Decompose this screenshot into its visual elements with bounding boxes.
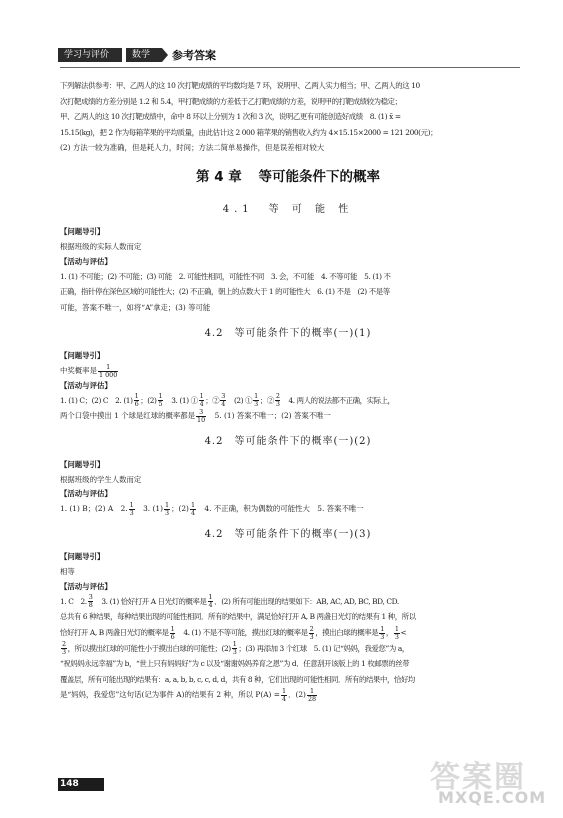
guide-label: 【问题导引】	[60, 227, 105, 237]
chapter-number: 第 4 章	[196, 168, 242, 185]
header-divider	[60, 67, 520, 68]
fraction: $\frac{3}{10}$	[197, 407, 206, 424]
page-header	[58, 44, 528, 66]
intro-line: 次打靶成绩的方差分别是 1.2 和 5.4，甲打靶成绩的方差低于乙打靶成绩的方差，说明甲的打靶成绩较为稳定；	[60, 96, 402, 106]
guide-label: 【问题导引】	[60, 351, 105, 361]
fraction: $\frac{3}{4}$	[221, 392, 225, 409]
answer-line: 1. (1) C；(2) C 2. (1) $\frac{1}{6}$ ；(2) $\frac{1}{5}$ 3. (1) ① $\frac{1}{4}$ ；② $\frac{3}{4}$ (2) ① $\frac{1}{3}$ ；② $\frac{2}{3}$ 4. 两人的说法都不正确，实际上，	[60, 392, 395, 409]
fraction: $\frac{1}{6}$	[170, 624, 175, 641]
fraction: $\frac{2}{3}$	[62, 640, 66, 657]
answer-line: 两个口袋中摸出 1 个球是红球的概率都是 $\frac{3}{10}$ 5. (1) 答案不唯一；(2) 答案不唯一	[60, 407, 331, 424]
eval-label: 【活动与评估】	[60, 489, 112, 499]
eval-label: 【活动与评估】	[60, 581, 112, 591]
answer-line: 恰好打开 A, B 两盏日光灯的概率是 $\frac{1}{6}$ 4. (1) 不是不等可能，摸出红球的概率是 $\frac{2}{3}$ ，摸出白球的概率是 $\frac{1}{3}$ ， $\frac{1}{3}$ <	[60, 624, 407, 641]
answer-line: $\frac{2}{3}$ ，所以摸出红球的可能性小于摸出白球的可能性；(2) $\frac{1}{3}$ ；(3) 再添加 3 个红球 5. (1) 记“妈妈，我爱您”为 a，	[62, 640, 409, 657]
answer-line: 1. (1) 不可能；(2) 不可能；(3) 可能 2. 可能性相同，可能性不同 3. 会，不可能 4. 不等可能 5. (1) 不	[60, 271, 391, 281]
fraction: $\frac{1}{4}$	[199, 392, 204, 409]
answer-line: 1. C 2. $\frac{3}{8}$ 3. (1) 恰好打开 A 日光灯的概率是 $\frac{1}{4}$ ．(2) 所有可能出现的结果如下：AB, AC, AD, BC, BD, CD.	[60, 593, 399, 610]
answer-line: “祝妈妈永远幸福”为 b，“世上只有妈妈好”为 c 以及“谢谢妈妈养育之恩”为 d．任意刮开该版上的 1 枚邮票的丝带	[60, 659, 410, 669]
guide-text: 相等	[60, 567, 75, 577]
fraction: $\frac{3}{8}$	[88, 593, 93, 610]
series-tag: 学习与评价	[58, 48, 122, 62]
guide-text: 根据班级的学生人数而定	[60, 474, 142, 484]
intro-line: 甲、乙两人的这 10 次打靶成绩中，命中 8 环以上分别为 1 次和 3 次，说明乙更有可能创造好成绩 8. (1) x̄ =	[60, 112, 401, 122]
watermark-logo: 答案圈	[430, 760, 526, 795]
header-arrow-icon	[162, 48, 168, 62]
fraction: $\frac{1}{6}$	[134, 392, 139, 409]
fraction: $\frac{1}{3}$	[232, 640, 237, 657]
fraction: $\frac{2}{3}$	[309, 624, 314, 641]
section-title: 4.2 等可能条件下的概率(一)(1)	[204, 327, 372, 339]
answer-line: 总共有 6 种结果，每种结果出现的可能性相同．所有的结果中，满足恰好打开 A, B 两盏日光灯的结果有 1 种，所以	[60, 612, 416, 622]
page-number: 148	[60, 779, 79, 789]
fraction: $\frac{1}{3}$	[254, 392, 258, 409]
section-title: 4.1 等 可 能 性	[222, 203, 354, 215]
answer-line: 是“妈妈，我爱您”这句话(记为事件 A)的结果有 2 种，所以 P(A) = $\frac{1}{4}$ ．(2) $\frac{1}{28}$	[60, 686, 317, 703]
fraction: $\frac{1}{3}$	[394, 624, 399, 641]
section-title: 4.2 等可能条件下的概率(一)(3)	[204, 528, 372, 540]
fraction: $\frac{1}{5}$	[158, 392, 163, 409]
answer-line: 覆盖层，所有可能出现的结果有：a, a, b, b, c, c, d, d，共有 8 种，它们出现的可能性相同．所有的结果中，恰好均	[60, 674, 415, 684]
eval-label: 【活动与评估】	[60, 380, 112, 390]
answer-content	[60, 78, 516, 703]
chapter-title: 等可能条件下的概率	[258, 168, 380, 185]
guide-label: 【问题导引】	[60, 552, 105, 562]
chapter-heading	[60, 170, 516, 186]
fraction: $\frac{1}{3}$	[164, 500, 170, 517]
intro-line: 下列解法供参考：甲、乙两人的这 10 次打靶成绩的平均数均是 7 环，说明甲、乙两人实力相当；甲、乙两人的这 10	[60, 81, 420, 90]
section-title: 4.2 等可能条件下的概率(一)(2)	[204, 435, 372, 447]
subject-tag: 数学	[126, 48, 162, 62]
page-number-box	[58, 778, 104, 791]
guide-text: 中奖概率是 $\frac{1}{1 000}$	[60, 362, 118, 379]
intro-line: (2) 方法一较为准确，但是耗人力，时间；方法二简单易操作，但是误差相对较大	[60, 143, 325, 153]
watermark-url: MXQE.COM	[438, 788, 547, 807]
fraction: $\frac{1}{4}$	[208, 593, 213, 610]
intro-line: 15.15(kg)，把 2 作为每箱苹果的平均质量，由此估计这 2 000 箱苹果的销售收入约为 4×15.15×2000 = 121 200(元)；	[60, 127, 438, 137]
fraction: $\frac{1}{4}$	[190, 500, 196, 517]
fraction: $\frac{1}{28}$	[307, 686, 317, 703]
eval-label: 【活动与评估】	[60, 256, 112, 266]
fraction: $\frac{1}{3}$	[129, 500, 134, 517]
answer-line: 1. (1) B；(2) A 2. $\frac{1}{3}$ 3. (1) $\frac{1}{3}$ ；(2) $\frac{1}{4}$ 4. 不正确，积为偶数的可能性大 5. 答案不唯一	[60, 500, 364, 517]
answer-line: 正确，指针停在深色区域的可能性大；(2) 不正确，朝上的点数大于 1 的可能性大 6. (1) 不是 (2) 不是等	[60, 287, 390, 297]
header-title: 参考答案	[172, 49, 216, 62]
fraction: $\frac{1}{1 000}$	[98, 362, 118, 379]
guide-label: 【问题导引】	[60, 459, 105, 469]
fraction: $\frac{1}{4}$	[281, 686, 287, 703]
fraction: $\frac{1}{3}$	[380, 624, 384, 641]
answer-line: 可能，答案不唯一，如将“A”拿走；(3) 等可能	[60, 302, 211, 312]
guide-text: 根据班级的实际人数而定	[60, 242, 142, 252]
fraction: $\frac{2}{3}$	[275, 392, 280, 409]
